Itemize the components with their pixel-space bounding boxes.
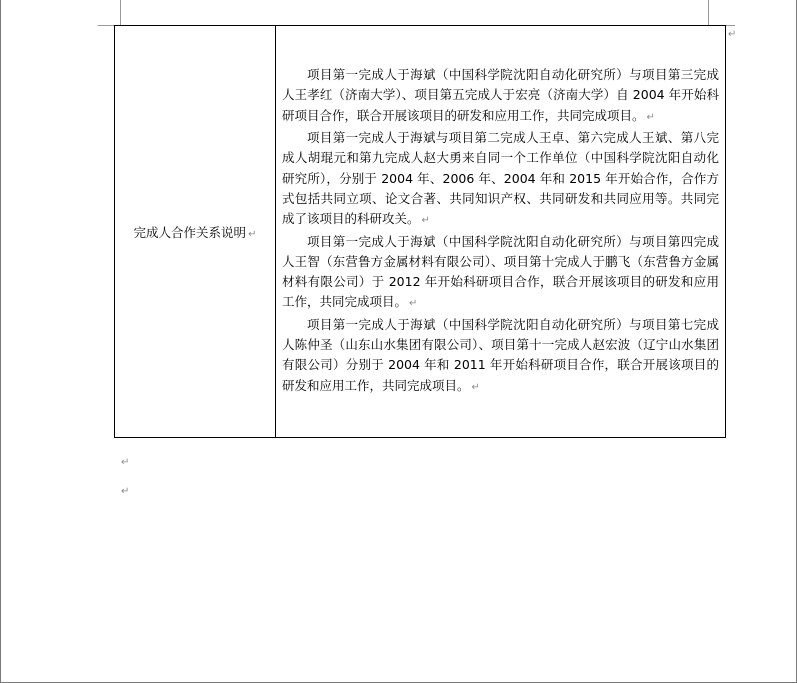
table-row bbox=[115, 26, 726, 438]
paragraph-mark-icon: ↵ bbox=[421, 215, 430, 227]
cell-end-mark: ↵ bbox=[248, 228, 257, 240]
empty-paragraph-mark-1: ↵ bbox=[121, 457, 130, 468]
paragraph-mark-icon: ↵ bbox=[646, 111, 655, 123]
paragraph-3: 项目第一完成人于海斌（中国科学院沈阳自动化研究所）与项目第四完成人王智（东营鲁方金属材料有限公司）、项目第十完成人于鹏飞（东营鲁方金属材料有限公司）于 2012 年开始科研项目合作，联合开展该项目的研发和应用工作，共同完成项目。 ↵ bbox=[282, 233, 719, 310]
paragraph-mark-icon: ↵ bbox=[409, 298, 418, 310]
paragraph-2: 项目第一完成人于海斌与项目第二完成人王卓、第六完成人王斌、第八完成人胡琨元和第九完成人赵大勇来自同一个工作单位（中国科学院沈阳自动化研究所），分别于 2004 年、2006 年、2004 年和 2015 年开始合作，合作方式包括共同立项、论文合著、共同知识产权、共同研发和共同应用等。共同完成了该项目的科研攻关。 ↵ bbox=[282, 130, 719, 227]
empty-paragraph-mark-2: ↵ bbox=[121, 486, 130, 497]
crop-mark-right-vertical bbox=[708, 0, 709, 26]
row-end-mark: ↵ bbox=[728, 29, 737, 40]
paragraph-mark-icon: ↵ bbox=[471, 381, 480, 393]
cooperation-table[interactable] bbox=[114, 25, 726, 438]
label-cell[interactable] bbox=[115, 26, 276, 438]
paragraph-1: 项目第一完成人于海斌（中国科学院沈阳自动化研究所）与项目第三完成人王孝红（济南大学）、项目第五完成人于宏亮（济南大学）自 2004 年开始科研项目合作，联合开展该项目的研发和应用工作，共同完成项目。 ↵ bbox=[282, 67, 719, 123]
cooperation-label: 完成人合作关系说明 bbox=[133, 224, 247, 240]
crop-mark-left-vertical bbox=[120, 0, 121, 26]
page-border-left bbox=[0, 0, 1, 683]
paragraph-4: 项目第一完成人于海斌（中国科学院沈阳自动化研究所）与项目第七完成人陈仲圣（山东山水集团有限公司）、项目第十一完成人赵宏波（辽宁山水集团有限公司）分别于 2004 年和 2011 年开始科研项目合作，联合开展该项目的研发和应用工作，共同完成项目。 ↵ bbox=[282, 316, 719, 393]
content-cell[interactable] bbox=[276, 26, 726, 438]
